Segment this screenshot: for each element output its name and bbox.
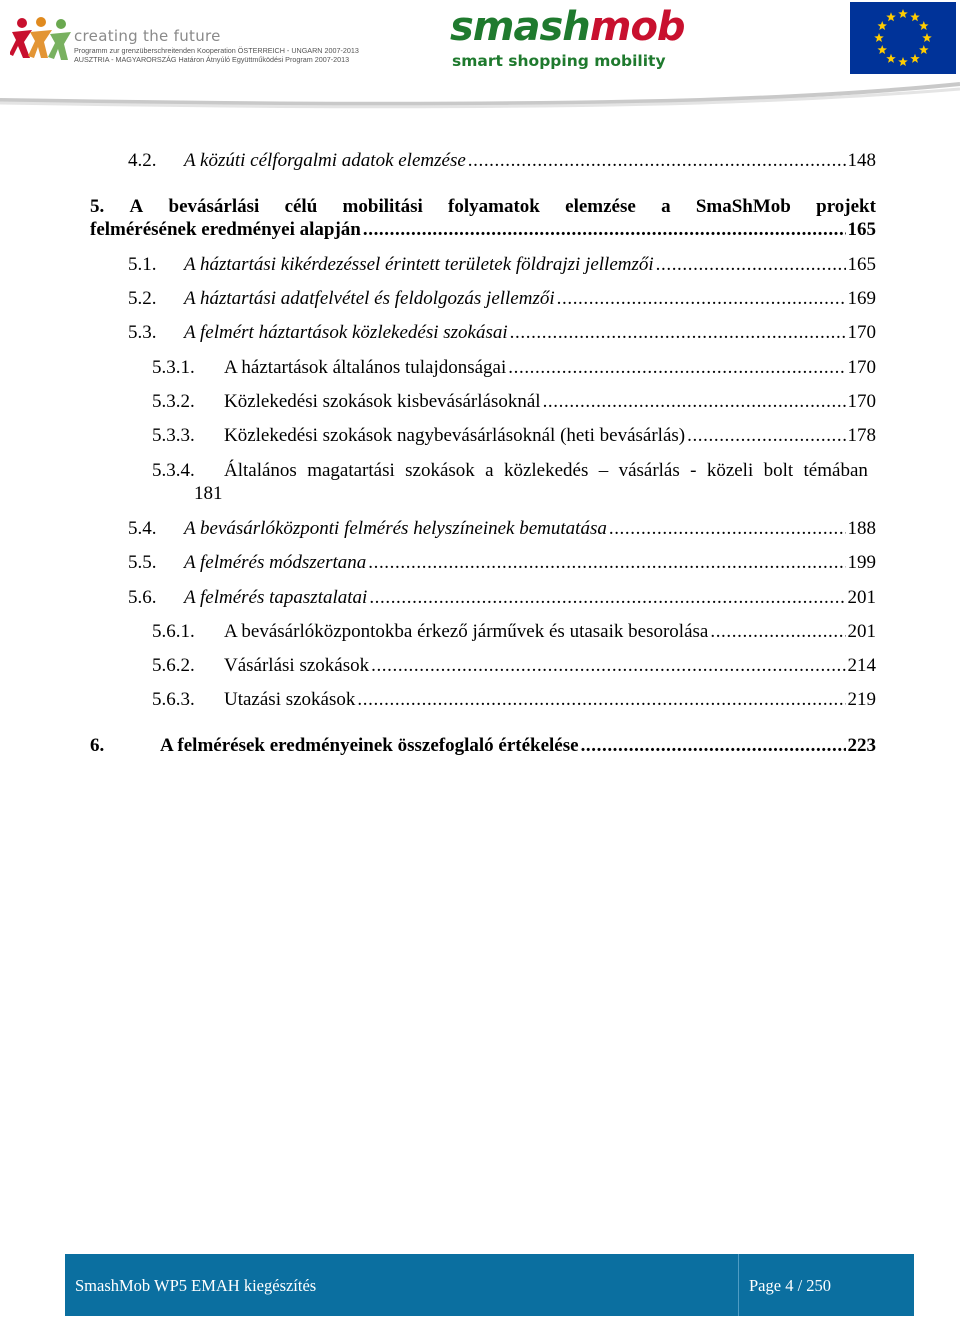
toc-title-word: – [598, 460, 609, 481]
toc-title-word: közlekedés [503, 460, 589, 481]
toc-title-word: célú [284, 196, 318, 217]
toc-entry-6[interactable] [90, 735, 876, 757]
toc-leader-dots [710, 621, 845, 643]
toc-page-number: 178 [847, 425, 876, 446]
toc-entry-5-3-4-line1 [152, 460, 868, 482]
toc-title-word: bevásárlási [168, 196, 260, 217]
toc-entry-5-3-1[interactable] [152, 357, 876, 379]
toc-page-number: 165 [847, 254, 876, 275]
toc-number: 5.3. [128, 322, 157, 343]
toc-page-number: 165 [847, 219, 876, 240]
ctf-subtitle-hu: AUSZTRIA - MAGYARORSZÁG Határon Átnyúló Együttműködési Program 2007-2013 [74, 55, 350, 64]
toc-title-word: elemzése [565, 196, 636, 217]
toc-leader-dots [468, 150, 846, 172]
toc-page-number: 223 [847, 735, 876, 756]
toc-entry-5-6-3[interactable] [152, 689, 876, 711]
toc-page-number: 199 [847, 552, 876, 573]
toc-title-word: projekt [816, 196, 876, 217]
toc-title: A felmérés módszertana [184, 552, 367, 573]
eu-flag-icon [850, 2, 956, 74]
footer-divider [738, 1254, 739, 1316]
toc-entry-5-3-3[interactable] [152, 425, 876, 447]
toc-page-number: 219 [847, 689, 876, 710]
toc-page-number: 201 [847, 587, 876, 608]
toc-title-word: magatartási [307, 460, 395, 481]
toc-entry-5-line2 [90, 219, 876, 241]
toc-leader-dots [371, 655, 845, 677]
eu-star-icon [919, 21, 929, 30]
toc-number: 5.6.2. [152, 655, 195, 676]
toc-entry-5-6[interactable] [128, 587, 876, 609]
toc-title-word: témában [803, 460, 868, 481]
toc-title: Vásárlási szokások [224, 655, 370, 676]
toc-title-word: vásárlás [618, 460, 680, 481]
toc-entry-5-1[interactable] [128, 254, 876, 276]
toc-entry-5-3[interactable] [128, 322, 876, 344]
smashmob-word-part2: mob [589, 4, 685, 50]
toc-leader-dots [369, 587, 845, 609]
page-header [0, 0, 960, 110]
toc-leader-dots [363, 219, 846, 241]
eu-star-icon [874, 33, 884, 42]
ctf-subtitle-at: Programm zur grenzüberschreitenden Kooperation ÖSTERREICH - UNGARN 2007-2013 [74, 46, 359, 55]
toc-leader-dots [687, 425, 845, 447]
toc-title-word: Általános [224, 460, 297, 481]
toc-title-word: bolt [763, 460, 794, 481]
creating-the-future-logo [8, 10, 359, 68]
toc-number: 5.6.3. [152, 689, 195, 710]
eu-star-icon [910, 12, 920, 21]
toc-number: 4.2. [128, 150, 157, 171]
toc-page-number: 181 [194, 483, 223, 504]
toc-number: 5.6.1. [152, 621, 195, 642]
toc-title: A felmérések eredményeinek összefoglaló értékelése [160, 735, 579, 756]
toc-leader-dots [508, 357, 845, 379]
toc-entry-5-6-1[interactable] [152, 621, 876, 643]
ctf-title: creating the future [74, 27, 221, 45]
toc-entry-5[interactable] [90, 196, 876, 241]
eu-star-icon [919, 45, 929, 54]
eu-star-icon [877, 45, 887, 54]
toc-title: A felmért háztartások közlekedési szokásai [184, 322, 508, 343]
toc-title: A bevásárlóközpontokba érkező járművek és utasaik besorolása [224, 621, 709, 642]
toc-number: 5.3.1. [152, 357, 195, 378]
toc-title: Utazási szokások [224, 689, 356, 710]
toc-number: 5.6. [128, 587, 157, 608]
toc-title: A háztartások általános tulajdonságai [224, 357, 507, 378]
toc-number: 5.3.2. [152, 391, 195, 412]
toc-leader-dots [557, 288, 846, 310]
eu-star-icon [886, 12, 896, 21]
toc-number: 5.4. [128, 518, 157, 539]
toc-title-word: - [690, 460, 697, 481]
toc-number: 5.3.4. [152, 460, 195, 481]
toc-title: A háztartási kikérdezéssel érintett területek földrajzi jellemzői [184, 254, 654, 275]
toc-title-word: folyamatok [448, 196, 540, 217]
toc-leader-dots [581, 735, 846, 757]
toc-entry-5-5[interactable] [128, 552, 876, 574]
toc-title-word: a [485, 460, 494, 481]
toc-title: A felmérés tapasztalatai [184, 587, 368, 608]
toc-entry-5-2[interactable] [128, 288, 876, 310]
toc-page-number: 188 [847, 518, 876, 539]
toc-number: 5. [90, 196, 105, 217]
toc-page-number: 201 [847, 621, 876, 642]
toc-entry-5-6-2[interactable] [152, 655, 876, 677]
eu-star-icon [898, 9, 908, 18]
toc-entry-5-4[interactable] [128, 518, 876, 540]
toc-entry-5-3-4[interactable] [152, 460, 868, 505]
toc-number: 6. [90, 735, 105, 756]
eu-star-icon [910, 54, 920, 63]
footer-document-title: SmashMob WP5 EMAH kiegészítés [75, 1276, 317, 1295]
toc-title [224, 460, 868, 482]
toc-title: A háztartási adatfelvétel és feldolgozás jellemzői [184, 288, 555, 309]
toc-page-number: 169 [847, 288, 876, 309]
toc-title: A közúti célforgalmi adatok elemzése [184, 150, 466, 171]
toc-page-number: 148 [847, 150, 876, 171]
toc-title: Közlekedési szokások nagybevásárlásoknál (heti bevásárlás) [224, 425, 686, 446]
toc-title-word: szokások [405, 460, 475, 481]
eu-star-icon [877, 21, 887, 30]
toc-title: Közlekedési szokások kisbevásárlásoknál [224, 391, 541, 412]
toc-leader-dots [368, 552, 845, 574]
header-swoosh-divider [0, 70, 960, 110]
toc-number: 5.5. [128, 552, 157, 573]
smashmob-logo [450, 4, 685, 76]
smashmob-wordmark [450, 4, 685, 50]
toc-entry-5-3-2[interactable] [152, 391, 876, 413]
toc-entry-5-line1 [90, 196, 876, 218]
toc-title: A bevásárlóközponti felmérés helyszíneinek bemutatása [184, 518, 607, 539]
toc-page-number: 170 [847, 391, 876, 412]
smashmob-word-part1: smash [450, 4, 590, 50]
toc-leader-dots [609, 518, 846, 540]
toc-leader-dots [510, 322, 846, 344]
toc-leader-dots [656, 254, 846, 276]
eu-star-icon [922, 33, 932, 42]
smashmob-tagline: smart shopping mobility [452, 52, 666, 70]
toc-title-word: mobilitási [342, 196, 423, 217]
toc-number: 5.1. [128, 254, 157, 275]
toc-entry-4-2[interactable] [128, 150, 876, 172]
eu-star-icon [898, 57, 908, 66]
toc-title: felmérésének eredményei alapján [90, 219, 361, 240]
toc-number: 5.2. [128, 288, 157, 309]
toc-page-number: 170 [847, 357, 876, 378]
toc-title-word: a [661, 196, 671, 217]
footer-page-counter: Page 4 / 250 [749, 1276, 832, 1295]
eu-star-icon [886, 54, 896, 63]
toc-title-word: SmaShMob [695, 196, 791, 217]
toc-leader-dots [543, 391, 846, 413]
toc-title-word: közeli [706, 460, 754, 481]
toc-page-number: 214 [847, 655, 876, 676]
people-figures-icon [10, 14, 72, 64]
toc-page-number: 170 [847, 322, 876, 343]
toc-leader-dots [357, 689, 845, 711]
toc-title-word: A [129, 196, 144, 217]
toc-number: 5.3.3. [152, 425, 195, 446]
page-footer [65, 1254, 914, 1316]
